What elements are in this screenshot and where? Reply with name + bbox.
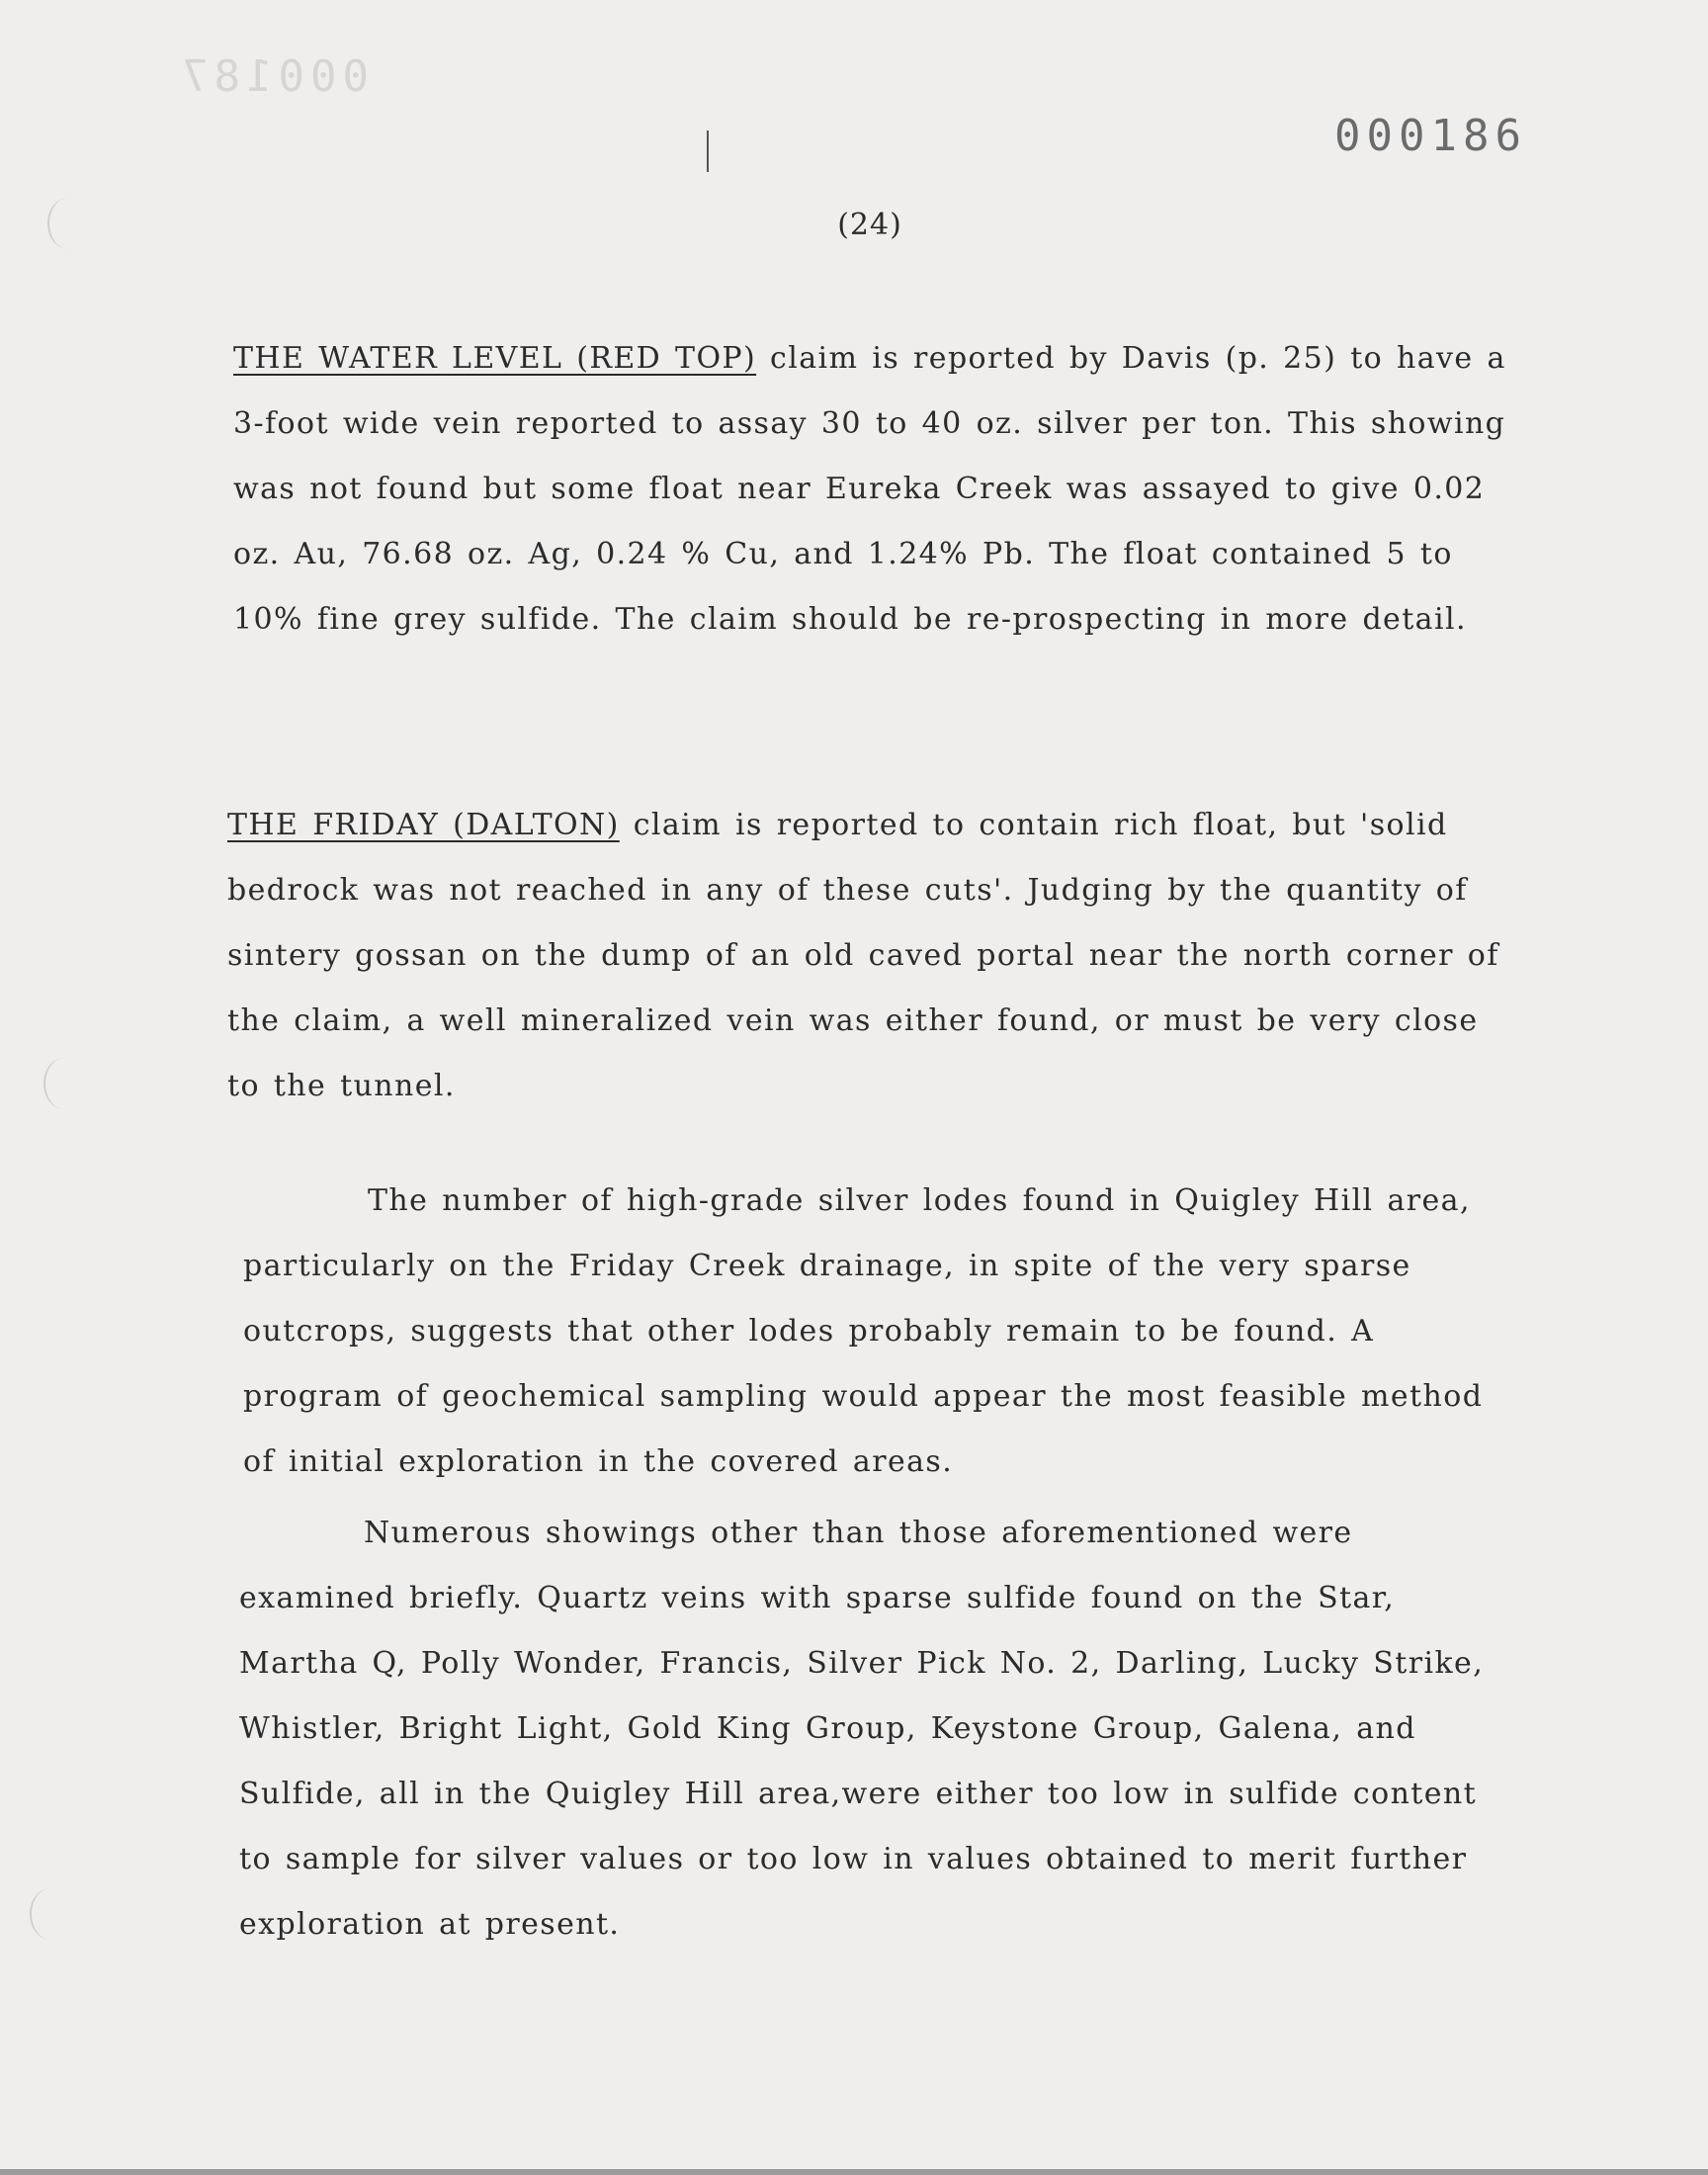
- bleed-through-number: 000187: [176, 51, 369, 102]
- paragraph-text: Numerous showings other than those aforementioned were examined briefly. Quartz veins with sparse sulfide found on the Star, Martha Q, Polly Wonder, Francis, Silver Pick No. 2, Darling, Lucky Strike, Whistler, Bright Light, Gold King Group, Keystone Group, Galena, and Sulfide, all in the Quigley Hill area,were either too low in sulfide content to sample for silver values or too low in values obtained to merit further exploration at present.: [239, 1516, 1485, 1942]
- pen-mark: [707, 130, 709, 172]
- paragraph-text: The number of high-grade silver lodes found in Quigley Hill area, particularly on the Friday Creek drainage, in spite of the very sparse outcrops, suggests that other lodes probably remain to be found. A program of geochemical sampling would appear the most feasible method of initial exploration in the covered areas.: [243, 1183, 1484, 1479]
- document-number: 000186: [1334, 111, 1527, 161]
- punch-hole-middle: [43, 1058, 85, 1109]
- paragraph-high-grade-lodes: [243, 1169, 1518, 1495]
- paragraph-other-showings: [239, 1501, 1514, 1958]
- paragraph-text: claim is reported to contain rich float, but 'solid bedrock was not reached in any of these cuts'. Judging by the quantity of sintery gossan on the dump of an old caved portal near the north corner of the claim, a well mineralized vein was either found, or must be very close to the tunnel.: [227, 808, 1499, 1103]
- paragraph-friday: [227, 793, 1512, 1119]
- claim-heading-friday: THE FRIDAY (DALTON): [227, 808, 620, 842]
- claim-heading-water-level: THE WATER LEVEL (RED TOP): [233, 341, 757, 376]
- page-number: (24): [837, 208, 902, 242]
- paragraph-water-level: [233, 326, 1518, 652]
- paragraph-text: claim is reported by Davis (p. 25) to have a 3-foot wide vein reported to assay 30 to 40 oz. silver per ton. This showing was not found but some float near Eureka Creek was assayed to give 0.02 oz. Au, 76.68 oz. Ag, 0.24 % Cu, and 1.24% Pb. The float contained 5 to 10% fine grey sulfide. The claim should be re-prospecting in more detail.: [233, 341, 1506, 637]
- page-bottom-edge: [0, 2169, 1708, 2175]
- punch-hole-bottom: [30, 1888, 71, 1940]
